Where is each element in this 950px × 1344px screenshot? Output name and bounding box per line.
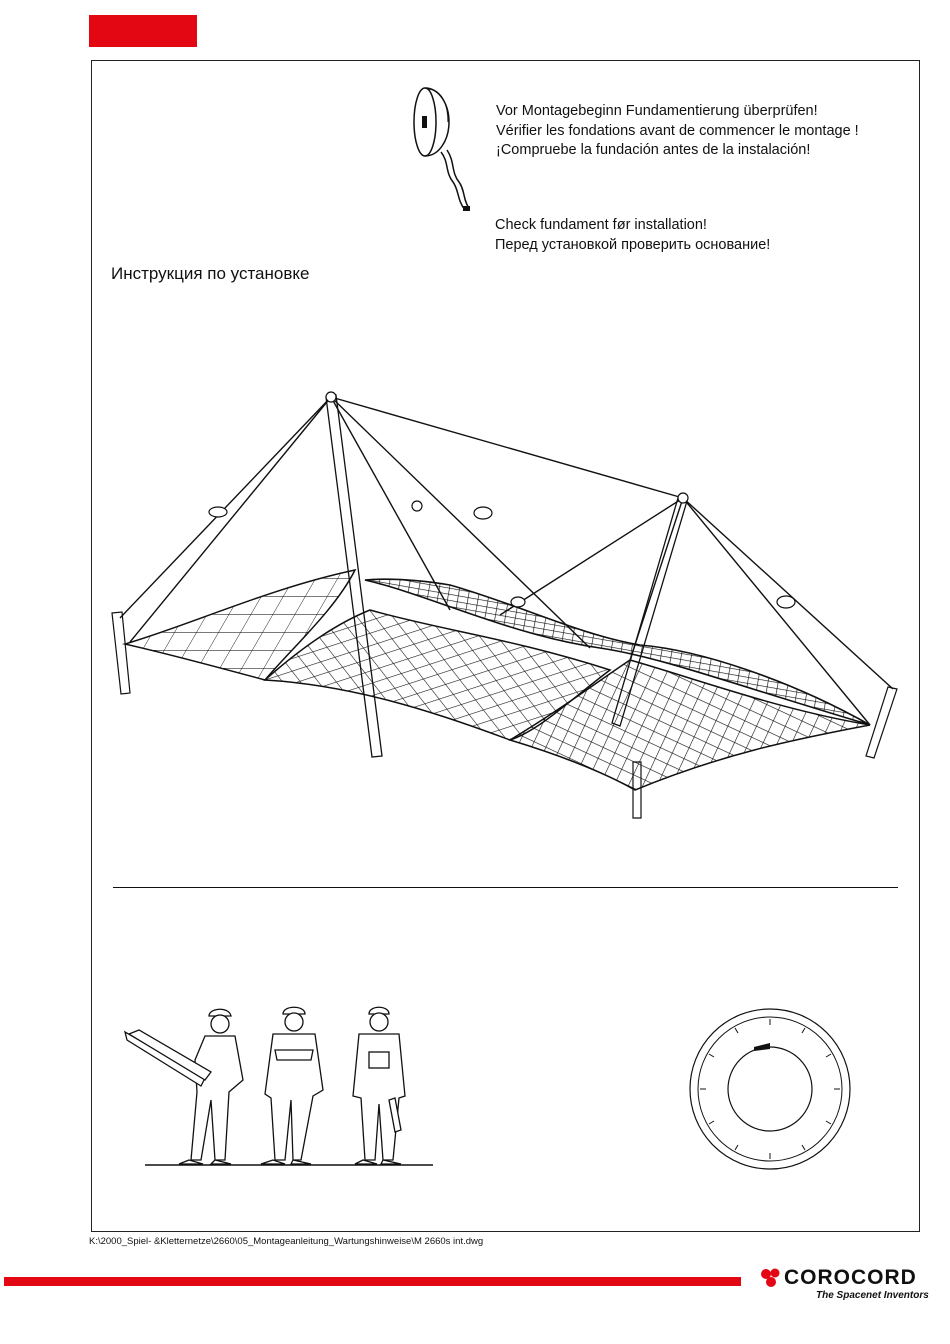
warning-ru: Перед установкой проверить основание!: [495, 236, 771, 253]
warning-fr: Vérifier les fondations avant de commencer le montage !: [496, 122, 859, 139]
corocord-brand: [760, 1266, 930, 1306]
workers-icon: [125, 1000, 435, 1170]
footer-red-bar: [4, 1277, 741, 1286]
corocord-logo-icon: [760, 1268, 782, 1288]
foundation-warning-group: [496, 102, 859, 161]
header-red-tab: [89, 15, 197, 47]
drawing-file-path: K:\2000_Spiel- &Kletternetze\2660\05_Montageanleitung_Wartungshinweise\M 2660s int.dwg: [89, 1236, 484, 1247]
foundation-warning-group-2: [495, 216, 770, 255]
warning-da: Check fundament før installation!: [495, 217, 707, 233]
clock-icon: [688, 1007, 852, 1171]
net-structure-illustration: [100, 380, 910, 830]
brand-tagline: The Spacenet Inventors: [816, 1290, 929, 1301]
brand-name: COROCORD: [784, 1266, 917, 1289]
section-divider: [113, 887, 898, 888]
measuring-tape-icon: [405, 80, 485, 220]
installation-title: Инструкция по установке: [111, 264, 310, 283]
warning-es: ¡Compruebe la fundación antes de la instalación!: [496, 142, 811, 158]
warning-de: Vor Montagebeginn Fundamentierung überprüfen!: [496, 103, 818, 119]
